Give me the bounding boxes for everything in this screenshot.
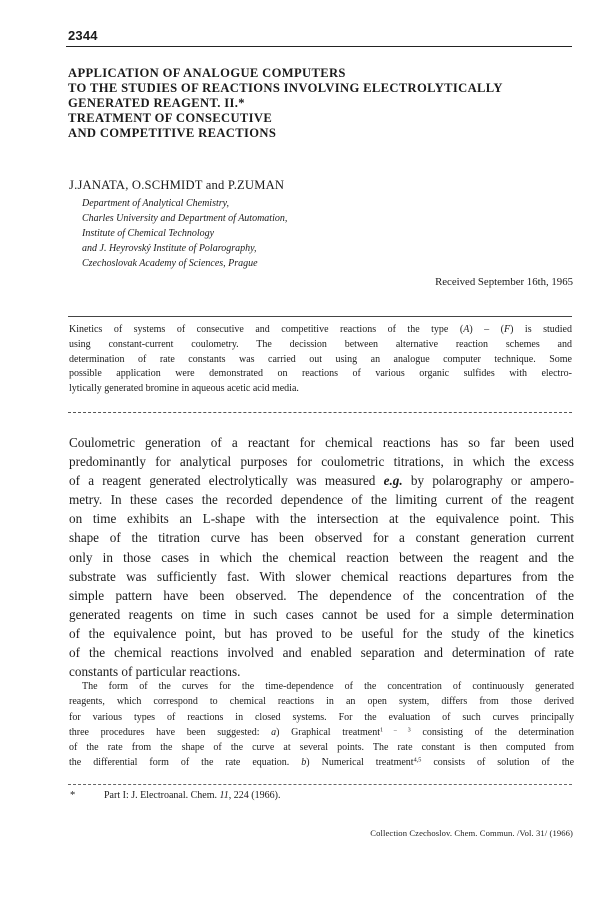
body-line: simple pattern have been observed. The dependence of the concentration of the xyxy=(69,587,574,603)
abstract-line: determination of rate constants was carried out using an analogue computer technique. Some xyxy=(69,353,572,365)
abstract-top-rule xyxy=(68,316,572,317)
footnote-mark: * xyxy=(70,790,76,801)
abstract-line: lytically generated bromine in aqueous acetic acid media. xyxy=(69,383,299,395)
body-line: for various types of reactions in closed systems. For the evaluation of such curves principally xyxy=(69,711,574,723)
body-line: the differential form of the rate equation. b) Numerical treatment$^{4,5}$ consists of solution of the xyxy=(69,757,575,769)
affiliation-line: Department of Analytical Chemistry, xyxy=(82,198,230,209)
body-line: substrate was sufficiently fast. With slower chemical reactions departures from the xyxy=(69,568,574,584)
body-line: on time exhibits an L-shape with the intersection at the equivalence point. This xyxy=(69,511,574,527)
received-date: Received September 16th, 1965 xyxy=(435,276,573,288)
footnote-rule xyxy=(68,784,572,785)
body-paragraph-2 xyxy=(69,679,574,771)
title-line: TO THE STUDIES OF REACTIONS INVOLVING ELECTROLYTICALLY xyxy=(68,81,503,95)
body-line: of a reagent generated electrolytically was measured e.g. by polarography or ampero- xyxy=(69,473,575,489)
journal-citation: Collection Czechoslov. Chem. Commun. /Vol. 31/ (1966) xyxy=(370,828,573,838)
abstract-line: using constant-current coulometry. The decission between alternative reaction schemes and xyxy=(69,338,572,350)
body-line: three procedures have been suggested: a) Graphical treatment$^{1 - 3}$ consisting of the determination xyxy=(69,726,575,738)
title-line: AND COMPETITIVE REACTIONS xyxy=(68,126,277,140)
body-line: of the chemical reactions involved and enabled separation and determination of rate xyxy=(69,645,574,661)
title-line: GENERATED REAGENT. II.* xyxy=(68,96,245,110)
abstract-line: possible application were demonstrated on reactions of various organic sulfides with electro- xyxy=(69,368,572,380)
title-line: TREATMENT OF CONSECUTIVE xyxy=(68,111,273,125)
body-line: constants of particular reactions. xyxy=(69,664,241,680)
body-line: metry. In these cases the recorded dependence of the limiting current of the reagent xyxy=(69,492,574,508)
affiliation-line: Institute of Chemical Technology xyxy=(82,228,215,239)
affiliation-line: Czechoslovak Academy of Sciences, Prague xyxy=(82,258,258,269)
body-paragraph-1 xyxy=(69,433,574,681)
abstract-line: Kinetics of systems of consecutive and competitive reactions of the type (A) – (F) is studied xyxy=(69,324,572,335)
affiliation-line: and J. Heyrovský Institute of Polarography, xyxy=(82,243,257,254)
page-number: 2344 xyxy=(68,28,98,43)
body-line: shape of the titration curve has been observed for a constant generation current xyxy=(69,530,574,546)
abstract xyxy=(69,323,572,397)
body-line: predominantly for analytical purposes for coulometric titrations, in which the excess xyxy=(69,454,574,470)
abstract-bottom-rule xyxy=(68,412,572,413)
affiliation-line: Charles University and Department of Automation, xyxy=(82,213,288,224)
article-title xyxy=(68,66,574,141)
header-rule xyxy=(66,46,572,47)
body-line: only in those cases in which the chemical reaction between the reagent and the xyxy=(69,549,574,565)
body-line: Coulometric generation of a reactant for chemical reactions has so far been used xyxy=(69,435,574,450)
body-line: reagents, which correspond to chemical reactions in an open system, differs from those derived xyxy=(69,696,574,708)
body-line: of the equivalence point, but has proved to be useful for the study of the kinetics xyxy=(69,625,574,641)
title-line: APPLICATION OF ANALOGUE COMPUTERS xyxy=(68,66,346,80)
body-line: of the rate from the shape of the curve at several points. The rate constant is then computed from xyxy=(69,742,574,754)
body-line: generated reagents on time in such cases cannot be used for a simple determination xyxy=(69,606,574,622)
author-list: J.JANATA, O.SCHMIDT and P.ZUMAN xyxy=(69,178,285,192)
footnote-text: Part I: J. Electroanal. Chem. 11, 224 (1966). xyxy=(104,790,281,801)
author-affiliation xyxy=(82,196,287,271)
body-line: The form of the curves for the time-dependence of the concentration of continuously generated xyxy=(82,681,574,692)
